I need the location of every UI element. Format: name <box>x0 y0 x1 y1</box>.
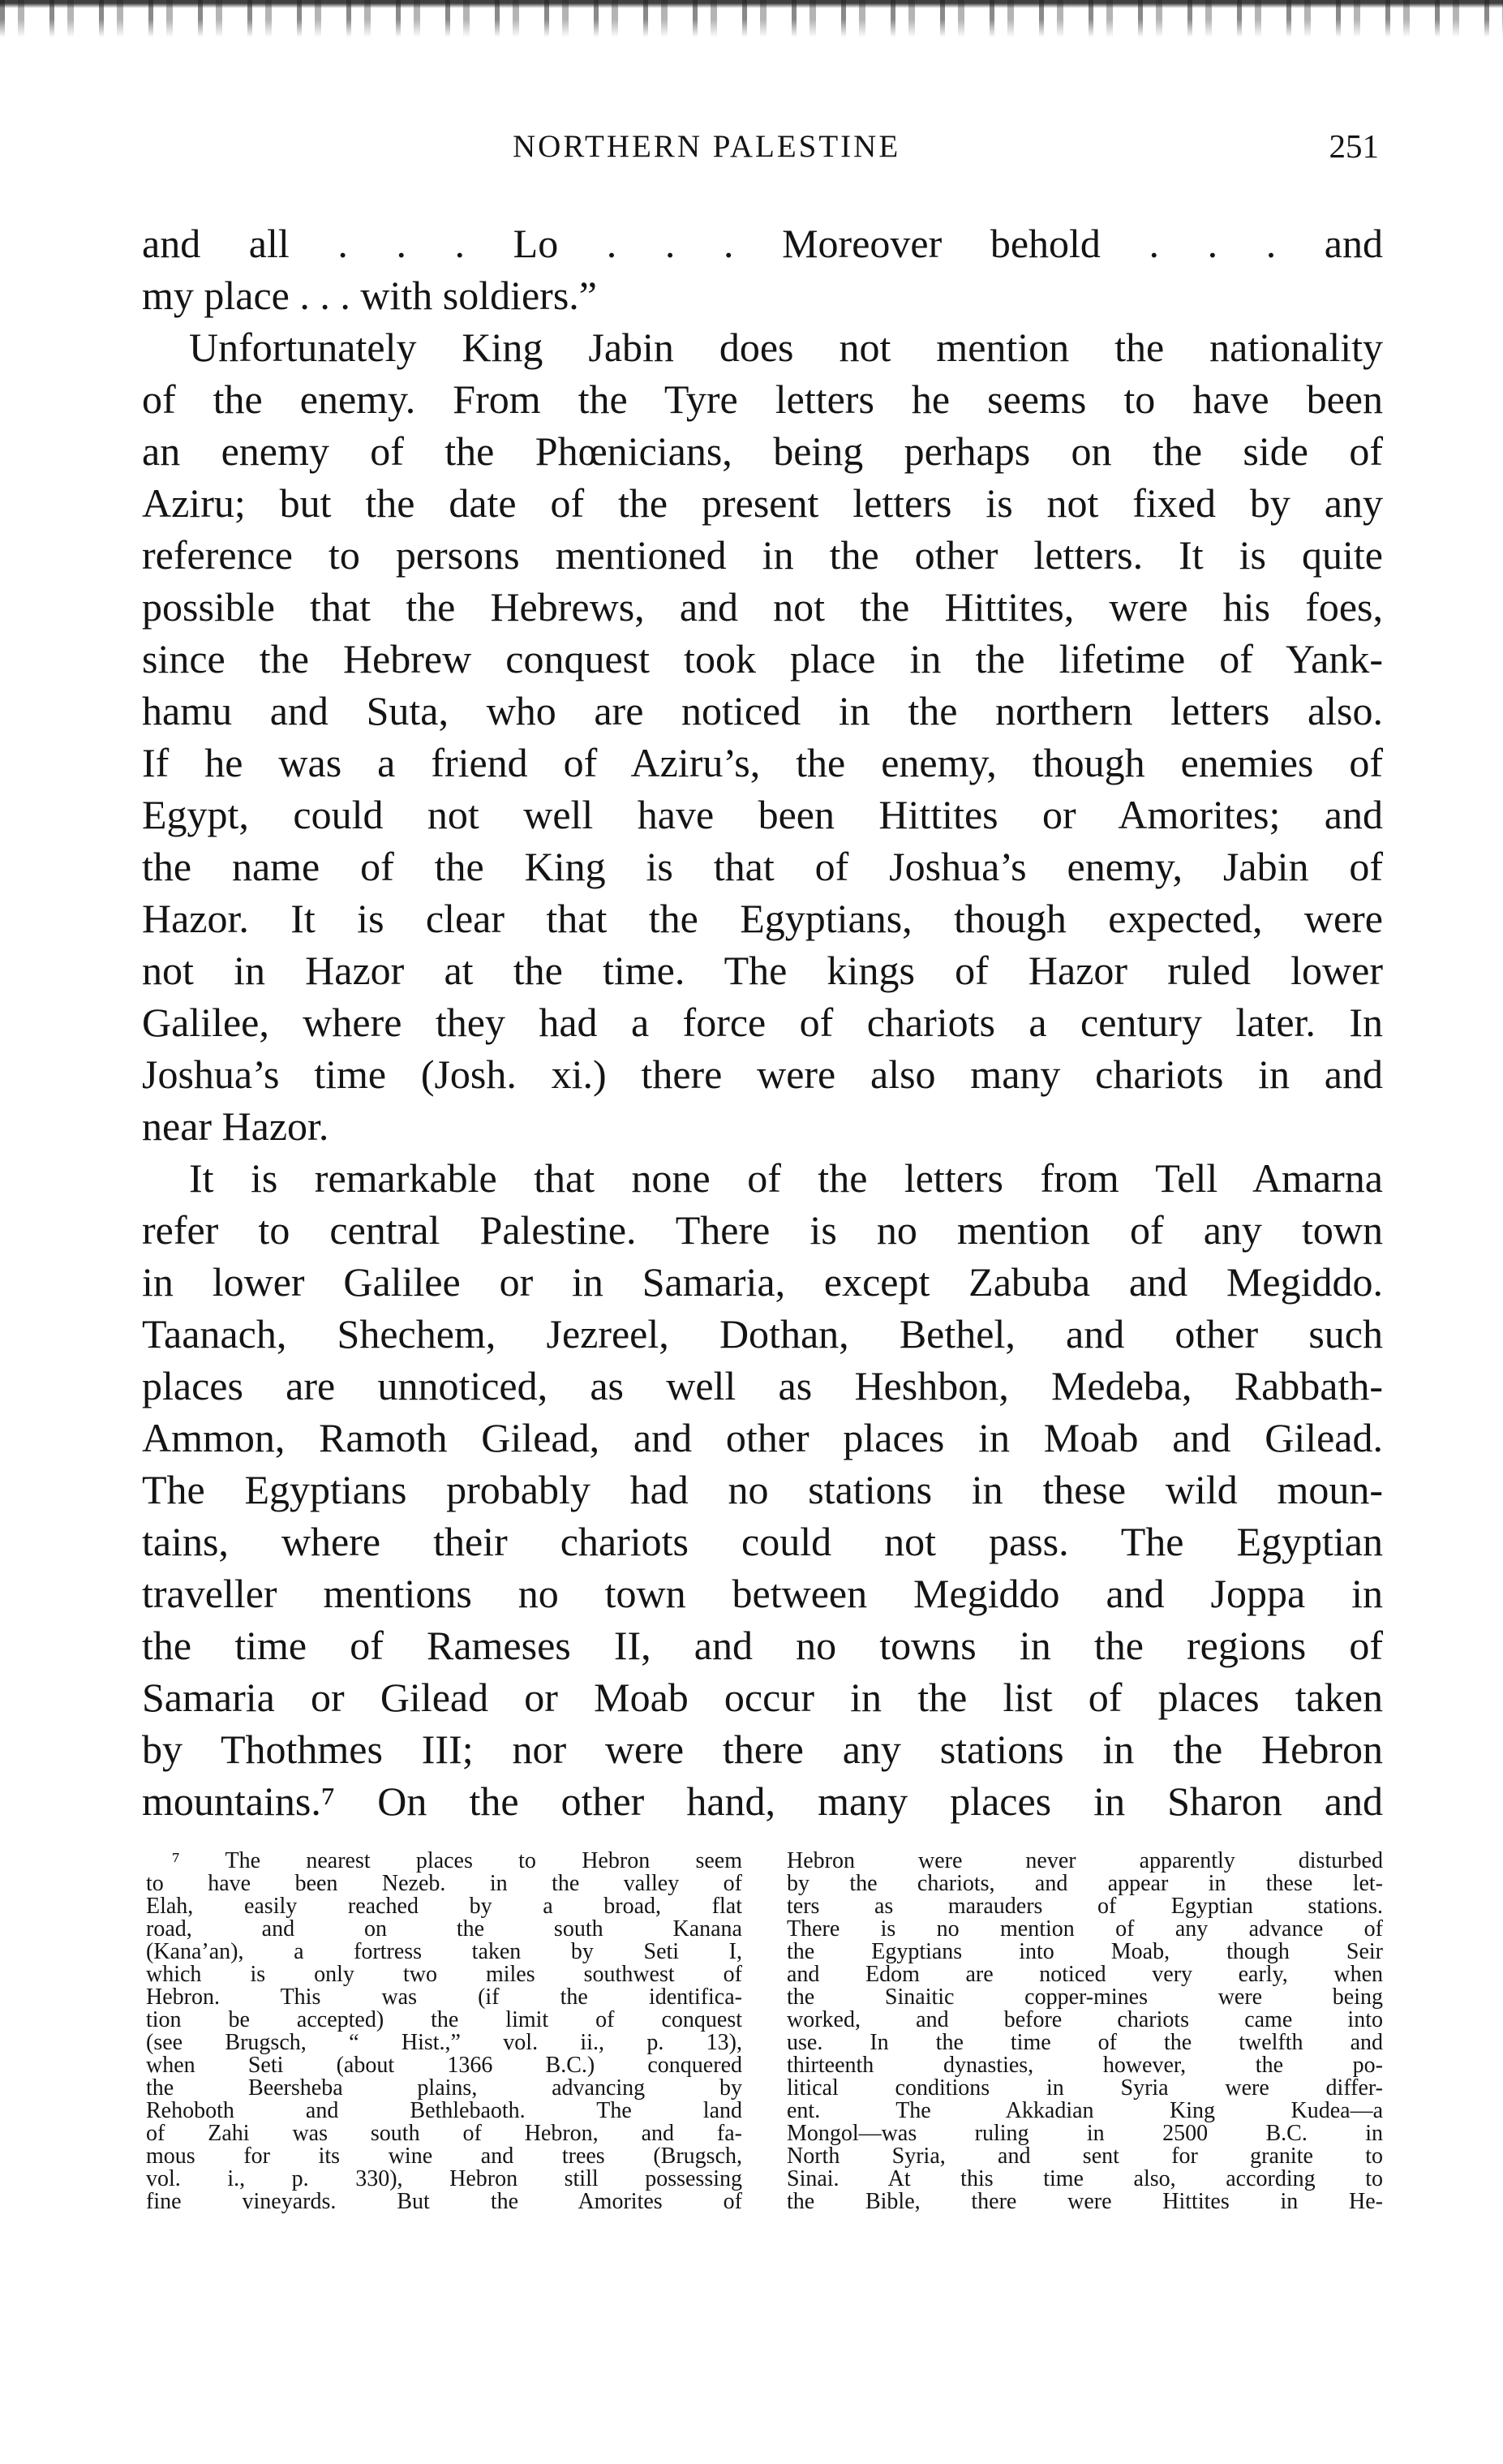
body-text <box>142 217 1383 1827</box>
body-line: by Thothmes III; nor were there any stations in the Hebron <box>142 1727 1383 1772</box>
footnote-line: road, and on the south Kanana <box>146 1916 742 1942</box>
body-line: traveller mentions no town between Megiddo and Joppa in <box>142 1571 1383 1616</box>
body-line: of the enemy. From the Tyre letters he seems to have been <box>142 376 1383 422</box>
footnote-line: use. In the time of the twelfth and <box>787 2030 1383 2055</box>
body-line: Unfortunately King Jabin does not mention the nationality <box>189 325 1383 370</box>
footnote-line: the Egyptians into Moab, though Seir <box>787 1939 1383 1964</box>
footnote-line: Elah, easily reached by a broad, flat <box>146 1894 742 1919</box>
footnote-column-left <box>146 1850 742 2213</box>
footnote-line: vol. i., p. 330), Hebron still possessing <box>146 2166 742 2191</box>
footnote-line: mous for its wine and trees (Brugsch, <box>146 2144 742 2169</box>
body-line: Aziru; but the date of the present letters is not fixed by any <box>142 480 1383 526</box>
body-line: and all . . . Lo . . . Moreover behold . . . and <box>142 221 1383 266</box>
body-line: tains, where their chariots could not pass. The Egyptian <box>142 1519 1383 1564</box>
footnote-line: (see Brugsch, “ Hist.,” vol. ii., p. 13), <box>146 2030 742 2055</box>
footnote-line: the Sinaitic copper-mines were being <box>787 1985 1383 2010</box>
running-head <box>0 128 1503 177</box>
footnote-line: which is only two miles southwest of <box>146 1962 742 1987</box>
body-line: Galilee, where they had a force of chariots a century later. In <box>142 1000 1383 1045</box>
body-line: It is remarkable that none of the letters from Tell Amarna <box>189 1155 1383 1201</box>
footnote-line: by the chariots, and appear in these let- <box>787 1871 1383 1896</box>
footnote-line: (Kana’an), a fortress taken by Seti I, <box>146 1939 742 1964</box>
footnote-line: of Zahi was south of Hebron, and fa- <box>146 2121 742 2146</box>
footnote-line: litical conditions in Syria were differ- <box>787 2075 1383 2101</box>
body-line: the time of Rameses II, and no towns in the regions of <box>142 1623 1383 1668</box>
footnote-line: the Beersheba plains, advancing by <box>146 2075 742 2101</box>
running-title: NORTHERN PALESTINE <box>513 129 901 164</box>
body-line: Ammon, Ramoth Gilead, and other places in Moab and Gilead. <box>142 1415 1383 1460</box>
body-line: Taanach, Shechem, Jezreel, Dothan, Bethel, and other such <box>142 1311 1383 1357</box>
body-line: in lower Galilee or in Samaria, except Zabuba and Megiddo. <box>142 1259 1383 1305</box>
body-line: since the Hebrew conquest took place in the lifetime of Yank- <box>142 636 1383 682</box>
body-line: my place . . . with soldiers.” <box>142 273 597 318</box>
body-line: not in Hazor at the time. The kings of Hazor ruled lower <box>142 948 1383 993</box>
body-line: the name of the King is that of Joshua’s enemy, Jabin of <box>142 844 1383 889</box>
footnote-line: fine vineyards. But the Amorites of <box>146 2189 742 2214</box>
footnote-line: Sinai. At this time also, according to <box>787 2166 1383 2191</box>
body-line: hamu and Suta, who are noticed in the northern letters also. <box>142 688 1383 733</box>
footnote-line: Hebron were never apparently disturbed <box>787 1848 1383 1873</box>
footnotes <box>146 1850 1383 2304</box>
body-line: refer to central Palestine. There is no mention of any town <box>142 1207 1383 1253</box>
body-line: an enemy of the Phœnicians, being perhaps on the side of <box>142 428 1383 474</box>
body-line: Hazor. It is clear that the Egyptians, though expected, were <box>142 896 1383 941</box>
body-line: near Hazor. <box>142 1103 329 1149</box>
body-line: If he was a friend of Aziru’s, the enemy, though enemies of <box>142 740 1383 785</box>
footnote-line: thirteenth dynasties, however, the po- <box>787 2053 1383 2078</box>
footnote-line: worked, and before chariots came into <box>787 2007 1383 2032</box>
body-line: possible that the Hebrews, and not the Hittites, were his foes, <box>142 584 1383 630</box>
body-line: The Egyptians probably had no stations in these wild moun- <box>142 1467 1383 1512</box>
footnote-line: ent. The Akkadian King Kudea—a <box>787 2098 1383 2123</box>
footnote-line: when Seti (about 1366 B.C.) conquered <box>146 2053 742 2078</box>
footnote-line: and Edom are noticed very early, when <box>787 1962 1383 1987</box>
body-line: places are unnoticed, as well as Heshbon, Medeba, Rabbath- <box>142 1363 1383 1408</box>
footnote-line: Mongol—was ruling in 2500 B.C. in <box>787 2121 1383 2146</box>
footnote-line: the Bible, there were Hittites in He- <box>787 2189 1383 2214</box>
page-number: 251 <box>1329 127 1379 165</box>
footnote-line: There is no mention of any advance of <box>787 1916 1383 1942</box>
body-line: Samaria or Gilead or Moab occur in the list of places taken <box>142 1675 1383 1720</box>
body-line: mountains.⁷ On the other hand, many places in Sharon and <box>142 1778 1383 1824</box>
footnote-column-right <box>787 1850 1383 2213</box>
body-line: reference to persons mentioned in the other letters. It is quite <box>142 532 1383 578</box>
footnote-line: Rehoboth and Bethlebaoth. The land <box>146 2098 742 2123</box>
footnote-line: Hebron. This was (if the identifica- <box>146 1985 742 2010</box>
footnote-line: ⁷ The nearest places to Hebron seem <box>172 1848 742 1873</box>
body-line: Egypt, could not well have been Hittites or Amorites; and <box>142 792 1383 837</box>
footnote-line: to have been Nezeb. in the valley of <box>146 1871 742 1896</box>
body-line: Joshua’s time (Josh. xi.) there were also many chariots in and <box>142 1051 1383 1097</box>
footnote-line: tion be accepted) the limit of conquest <box>146 2007 742 2032</box>
footnote-line: North Syria, and sent for granite to <box>787 2144 1383 2169</box>
footnote-line: ters as marauders of Egyptian stations. <box>787 1894 1383 1919</box>
scan-edge-artifact <box>0 0 1503 37</box>
